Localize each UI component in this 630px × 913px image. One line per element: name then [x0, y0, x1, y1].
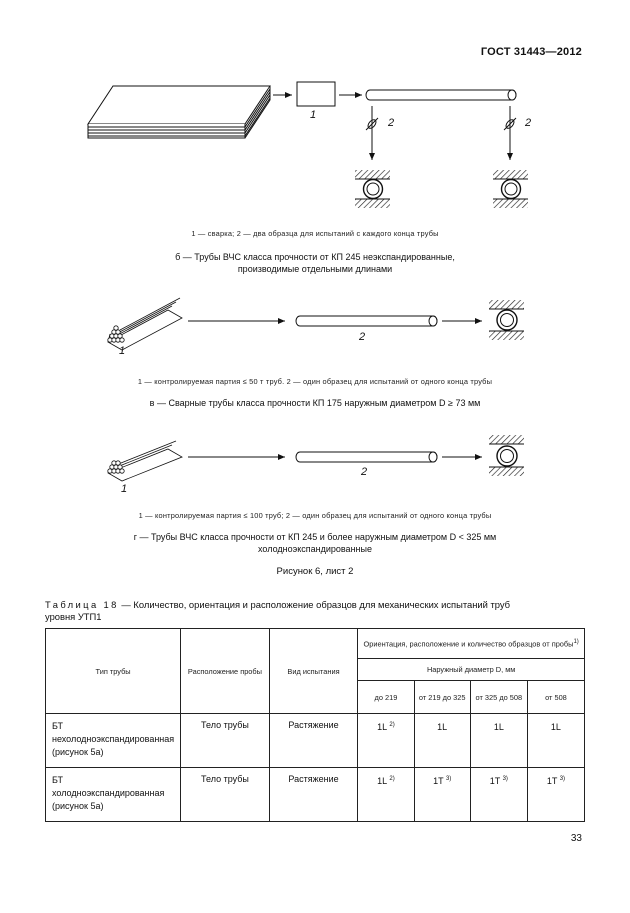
figure-title: Рисунок 6, лист 2: [276, 566, 354, 577]
header-location: Расположение пробы: [181, 629, 270, 714]
header-orientation: Ориентация, расположение и количество образцов от пробы$^{1)}$: [358, 629, 585, 659]
header-test-kind: Вид испытания: [269, 629, 358, 714]
table-row: БТ холодноэкспандированная (рисунок 5а) Тело трубы Растяжение 1L $^{2)}$ 1T $^{3)}$ 1T $^{3)}$ 1T $^{3)}$: [46, 768, 585, 822]
standard-header: ГОСТ 31443—2012: [480, 46, 582, 58]
sample-marker-left: [366, 106, 378, 160]
header-pipe-type: Тип трубы: [46, 629, 181, 714]
figure-label-1: 1: [121, 483, 128, 495]
steel-sheet-stack: [88, 86, 270, 138]
figure-legend: 1 — контролируемая партия ≤ 50 т труб. 2 — один образец для испытаний от одного конца трубы: [137, 377, 493, 386]
test-grip-right: [493, 170, 528, 208]
figure-label-2: 2: [361, 466, 368, 478]
figure-label-2: 2: [388, 117, 395, 129]
test-grip: [489, 435, 524, 476]
pipe: [366, 90, 516, 100]
pipe: [296, 316, 437, 326]
header-d3: от 325 до 508: [470, 681, 527, 714]
pipe-bundle: [108, 298, 182, 350]
test-grip: [489, 300, 524, 340]
figure-label-1: 1: [310, 109, 317, 121]
figure-legend: 1 — сварка; 2 — два образца для испытаний с каждого конца трубы: [191, 229, 439, 238]
header-diameter: Наружный диаметр D, мм: [358, 659, 585, 681]
table-title: Таблица 18 — Количество, ориентация и расположение образцов для механических испытаний труб уровня УТП1: [45, 599, 511, 622]
pipe: [296, 452, 437, 462]
specimen-table: [45, 628, 585, 822]
figure-caption: г — Трубы ВЧС класса прочности от КП 245 и более наружным диаметром D < 325 мм холодноэкспандированные: [133, 532, 497, 554]
figure-legend: 1 — контролируемая партия ≤ 100 труб; 2 — один образец для испытаний от одного конца трубы: [138, 511, 492, 520]
sample-marker-right: [504, 106, 516, 160]
table-row: БТ нехолодноэкспандированная (рисунок 5а) Тело трубы Растяжение 1L $^{2)}$ 1L 1L 1L: [46, 714, 585, 768]
page-number: 33: [570, 833, 582, 844]
figure-label-2: 2: [525, 117, 532, 129]
pipe-bundle: [108, 441, 182, 481]
test-grip-left: [355, 170, 390, 208]
header-d4: от 508: [527, 681, 584, 714]
figure-caption: б — Трубы ВЧС класса прочности от КП 245 неэкспандированные, производимые отдельными длинами: [175, 252, 455, 274]
figure-label-1: 1: [119, 345, 126, 357]
header-d2: от 219 до 325: [414, 681, 470, 714]
figure-label-2: 2: [359, 331, 366, 343]
figure-caption: в — Сварные трубы класса прочности КП 175 наружным диаметром D ≥ 73 мм: [149, 398, 481, 408]
header-d1: до 219: [358, 681, 414, 714]
welding-box: [297, 82, 335, 106]
